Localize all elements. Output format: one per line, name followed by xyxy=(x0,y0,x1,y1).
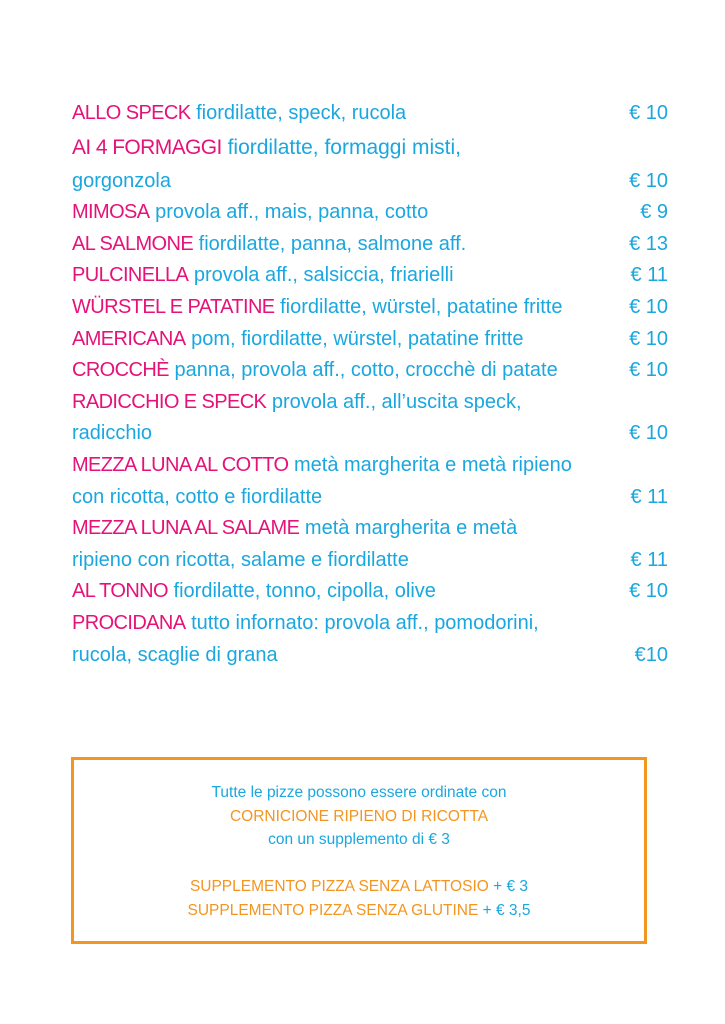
spacer xyxy=(74,852,644,876)
item-price: € 11 xyxy=(630,485,668,508)
menu-item xyxy=(72,513,668,545)
item-price: € 10 xyxy=(629,327,668,350)
menu-item xyxy=(72,130,668,166)
item-name: AMERICANA xyxy=(72,327,186,350)
menu-item xyxy=(72,197,668,229)
item-name: MEZZA LUNA AL SALAME xyxy=(72,517,300,540)
item-name: MIMOSA xyxy=(72,201,150,224)
notice-line: con un supplemento di € 3 xyxy=(268,831,450,848)
menu-item-continuation xyxy=(72,418,668,450)
item-name: WÜRSTEL E PATATINE xyxy=(72,295,275,318)
item-price: € 10 xyxy=(629,422,668,445)
item-price: € 9 xyxy=(640,201,668,224)
item-description: fiordilatte, speck, rucola xyxy=(190,102,407,124)
supplement-lattosio xyxy=(74,875,644,899)
item-description: radicchio xyxy=(72,422,153,445)
menu-item xyxy=(72,576,668,608)
supplement-notice-box xyxy=(71,757,647,944)
menu-item-continuation xyxy=(72,545,668,577)
item-name: AL SALMONE xyxy=(72,232,194,255)
item-price: € 11 xyxy=(630,548,668,571)
item-description: metà margherita e metà ripieno xyxy=(288,453,572,476)
notice-highlight: CORNICIONE RIPIENO DI RICOTTA xyxy=(229,807,489,825)
item-price: € 10 xyxy=(629,580,668,603)
item-description: provola aff., all’uscita speck, xyxy=(266,390,522,413)
item-description: ripieno con ricotta, salame e fiordilatte xyxy=(72,548,409,571)
item-description: panna, provola aff., cotto, crocchè di patate xyxy=(168,359,558,382)
menu-item xyxy=(72,292,668,324)
item-name: ALLO SPECK xyxy=(72,102,191,124)
menu-item-continuation xyxy=(72,166,668,198)
item-price: €10 xyxy=(634,643,668,666)
item-description: fiordilatte, formaggi misti, xyxy=(221,135,461,159)
menu-item xyxy=(72,98,668,130)
item-name: PROCIDANA xyxy=(72,611,186,634)
item-description: gorgonzola xyxy=(72,169,171,192)
supplement-price: + € 3 xyxy=(488,878,529,895)
item-description: provola aff., mais, panna, cotto xyxy=(149,201,429,224)
item-name: AI 4 FORMAGGI xyxy=(72,135,222,159)
item-description: tutto infornato: provola aff., pomodorini, xyxy=(185,611,539,634)
item-price: € 10 xyxy=(629,169,668,192)
menu-item xyxy=(72,324,668,356)
item-description: rucola, scaglie di grana xyxy=(72,643,278,666)
menu-item xyxy=(72,387,668,419)
pizza-menu xyxy=(72,98,668,671)
menu-item xyxy=(72,608,668,640)
item-price: € 11 xyxy=(630,264,668,287)
item-description: metà margherita e metà xyxy=(299,517,518,540)
item-name: CROCCHÈ xyxy=(72,359,169,382)
item-price: € 10 xyxy=(629,295,668,318)
item-price: € 10 xyxy=(629,102,668,124)
notice-line: Tutte le pizze possono essere ordinate con xyxy=(211,784,507,801)
menu-item xyxy=(72,260,668,292)
item-price: € 10 xyxy=(629,359,668,382)
supplement-price: + € 3,5 xyxy=(478,901,531,919)
item-description: provola aff., salsiccia, friarielli xyxy=(188,264,454,287)
item-description: fiordilatte, tonno, cipolla, olive xyxy=(167,580,436,603)
item-name: PULCINELLA xyxy=(72,264,189,287)
supplement-label: SUPPLEMENTO PIZZA SENZA LATTOSIO xyxy=(189,878,489,895)
menu-item-continuation xyxy=(72,482,668,514)
item-description: pom, fiordilatte, würstel, patatine fritte xyxy=(185,327,524,350)
menu-item xyxy=(72,355,668,387)
item-description: con ricotta, cotto e fiordilatte xyxy=(72,485,323,508)
supplement-glutine xyxy=(74,899,644,923)
item-price: € 13 xyxy=(629,232,668,255)
supplement-label: SUPPLEMENTO PIZZA SENZA GLUTINE xyxy=(187,901,479,919)
menu-item xyxy=(72,450,668,482)
item-name: MEZZA LUNA AL COTTO xyxy=(72,453,289,476)
item-description: fiordilatte, würstel, patatine fritte xyxy=(274,295,563,318)
menu-item xyxy=(72,229,668,261)
menu-item-continuation xyxy=(72,640,668,672)
item-description: fiordilatte, panna, salmone aff. xyxy=(193,232,467,255)
item-name: RADICCHIO E SPECK xyxy=(72,390,267,413)
item-name: AL TONNO xyxy=(72,580,168,603)
